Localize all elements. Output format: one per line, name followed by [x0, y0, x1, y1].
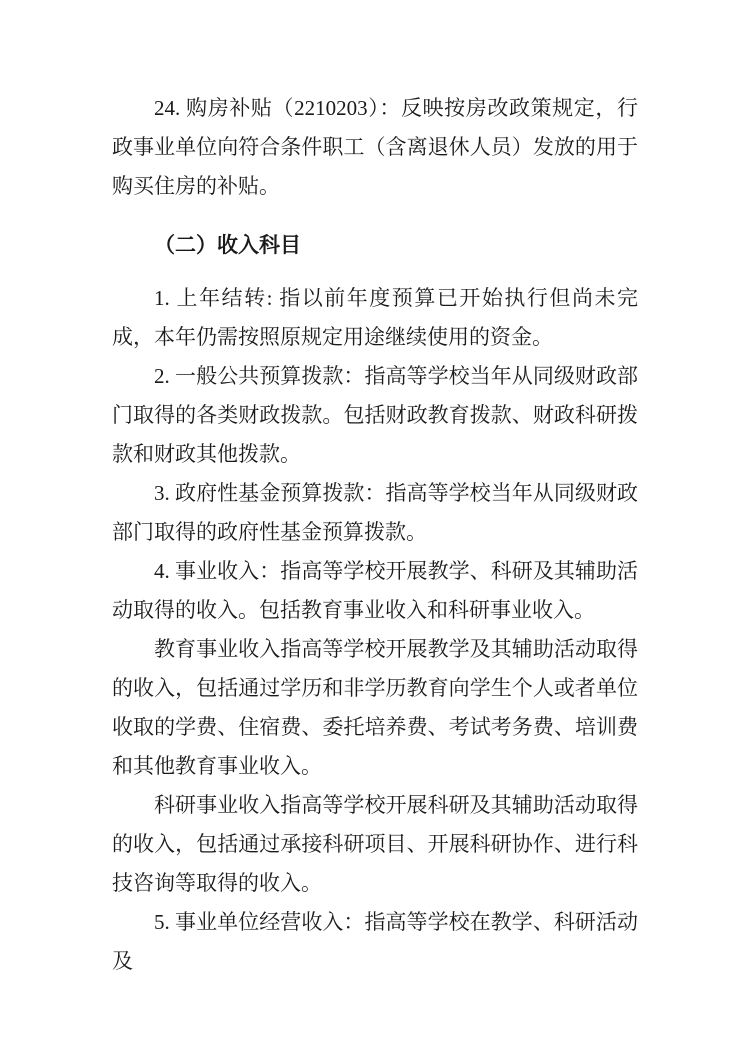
paragraph: 5. 事业单位经营收入：指高等学校在教学、科研活动及	[112, 910, 638, 973]
paragraph: 1. 上年结转: 指以前年度预算已开始执行但尚未完成，本年仍需按照原规定用途继续使用的资金。	[112, 286, 638, 349]
section-heading: （二）收入科目	[154, 233, 301, 257]
paragraph: 24. 购房补贴（2210203）：反映按房改政策规定，行政事业单位向符合条件职工（含离退休人员）发放的用于购买住房的补贴。	[112, 96, 638, 198]
paragraph: 3. 政府性基金预算拨款：指高等学校当年从同级财政部门取得的政府性基金预算拨款。	[112, 481, 638, 544]
document-body	[112, 89, 638, 981]
paragraph: 2. 一般公共预算拨款：指高等学校当年从同级财政部门取得的各类财政拨款。包括财政教育拨款、财政科研拨款和财政其他拨款。	[112, 364, 638, 466]
paragraph: 科研事业收入指高等学校开展科研及其辅助活动取得的收入，包括通过承接科研项目、开展科研协作、进行科技咨询等取得的收入。	[112, 793, 638, 895]
paragraph: 4. 事业收入：指高等学校开展教学、科研及其辅助活动取得的收入。包括教育事业收入和科研事业收入。	[112, 559, 638, 622]
paragraph: 教育事业收入指高等学校开展教学及其辅助活动取得的收入，包括通过学历和非学历教育向学生个人或者单位收取的学费、住宿费、委托培养费、考试考务费、培训费和其他教育事业收入。	[112, 637, 638, 778]
